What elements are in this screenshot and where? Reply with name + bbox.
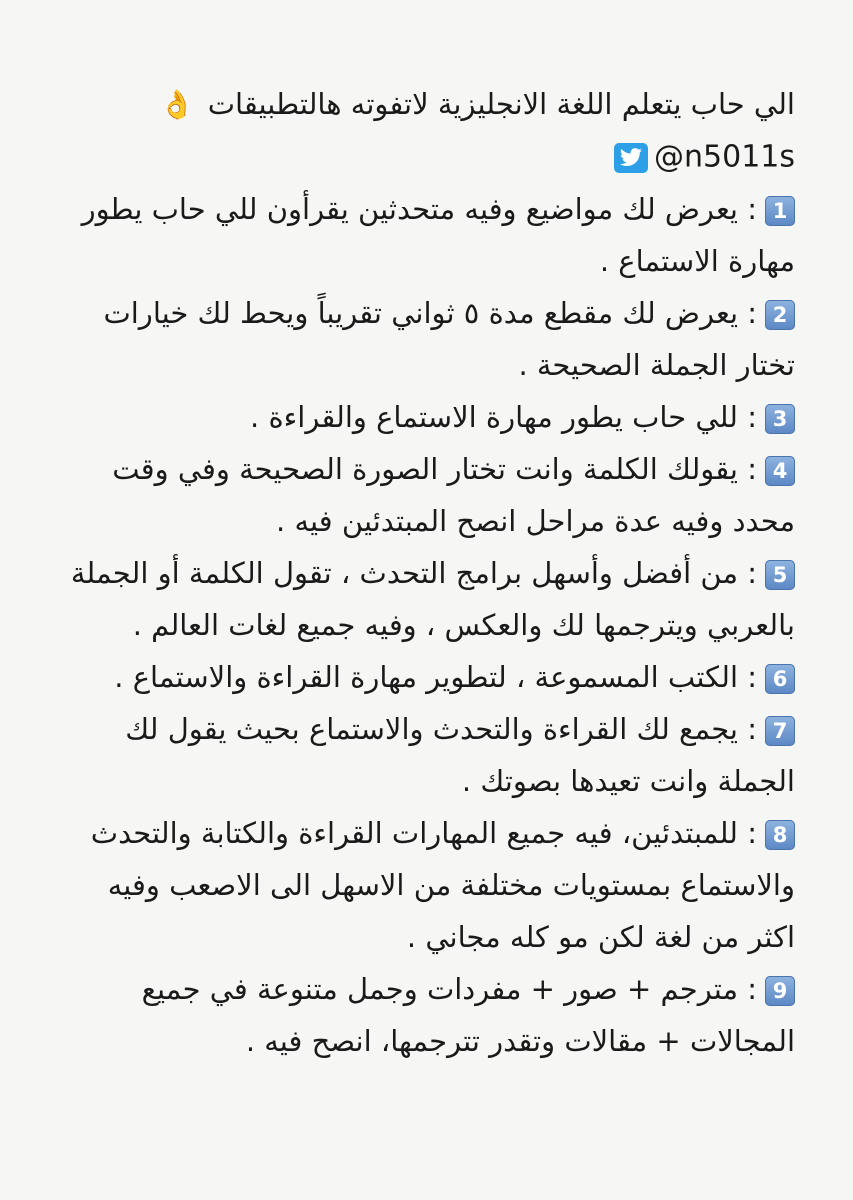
list-item-text: : من أفضل وأسهل برامج التحدث ، تقول الكلمة أو الجملة بالعربي ويترجمها لك والعكس ، وفيه جميع لغات العالم . — [70, 556, 795, 642]
document-content — [55, 78, 795, 1067]
handle-line — [55, 131, 795, 183]
list-item-2 — [55, 287, 795, 391]
list-item-text: : يعرض لك مواضيع وفيه متحدثين يقرأون للي حاب يطور مهارة الاستماع . — [81, 192, 795, 278]
list-item-3 — [55, 391, 795, 443]
list-item-text: : يعرض لك مقطع مدة ٥ ثواني تقريباً ويحط لك خيارات تختار الجملة الصحيحة . — [103, 296, 795, 382]
twitter-handle: @n5011s — [654, 139, 795, 175]
list-item-4 — [55, 443, 795, 547]
keycap-4-icon: 4 — [765, 456, 795, 486]
keycap-2-icon: 2 — [765, 300, 795, 330]
list-item-text: : للمبتدئين، فيه جميع المهارات القراءة والكتابة والتحدث والاستماع بمستويات مختلفة من الاسهل الى الاصعب وفيه اكثر من لغة لكن مو كله مجاني . — [90, 816, 795, 954]
twitter-icon — [614, 143, 648, 173]
ok-hand-icon: 👌 — [159, 88, 195, 121]
keycap-6-icon: 6 — [765, 664, 795, 694]
keycap-9-icon: 9 — [765, 976, 795, 1006]
list-item-6 — [55, 651, 795, 703]
list-item-text: : مترجم + صور + مفردات وجمل متنوعة في جميع المجالات + مقالات وتقدر تترجمها، انصح فيه . — [141, 972, 795, 1058]
list-item-7 — [55, 703, 795, 807]
list-item-text: : يجمع لك القراءة والتحدث والاستماع بحيث يقول لك الجملة وانت تعيدها بصوتك . — [125, 712, 795, 798]
list-item-text: : للي حاب يطور مهارة الاستماع والقراءة . — [250, 400, 757, 434]
keycap-5-icon: 5 — [765, 560, 795, 590]
list-item-5 — [55, 547, 795, 651]
list-item-text: : الكتب المسموعة ، لتطوير مهارة القراءة والاستماع . — [114, 660, 757, 694]
list-item-8 — [55, 807, 795, 963]
keycap-3-icon: 3 — [765, 404, 795, 434]
list-item-9 — [55, 963, 795, 1067]
keycap-1-icon: 1 — [765, 196, 795, 226]
keycap-7-icon: 7 — [765, 716, 795, 746]
keycap-8-icon: 8 — [765, 820, 795, 850]
list-item-text: : يقولك الكلمة وانت تختار الصورة الصحيحة وفي وقت محدد وفيه عدة مراحل انصح المبتدئين فيه . — [112, 452, 795, 538]
title-line — [55, 78, 795, 131]
list-item-1 — [55, 183, 795, 287]
title-text: الي حاب يتعلم اللغة الانجليزية لاتفوته هالتطبيقات — [207, 87, 795, 121]
